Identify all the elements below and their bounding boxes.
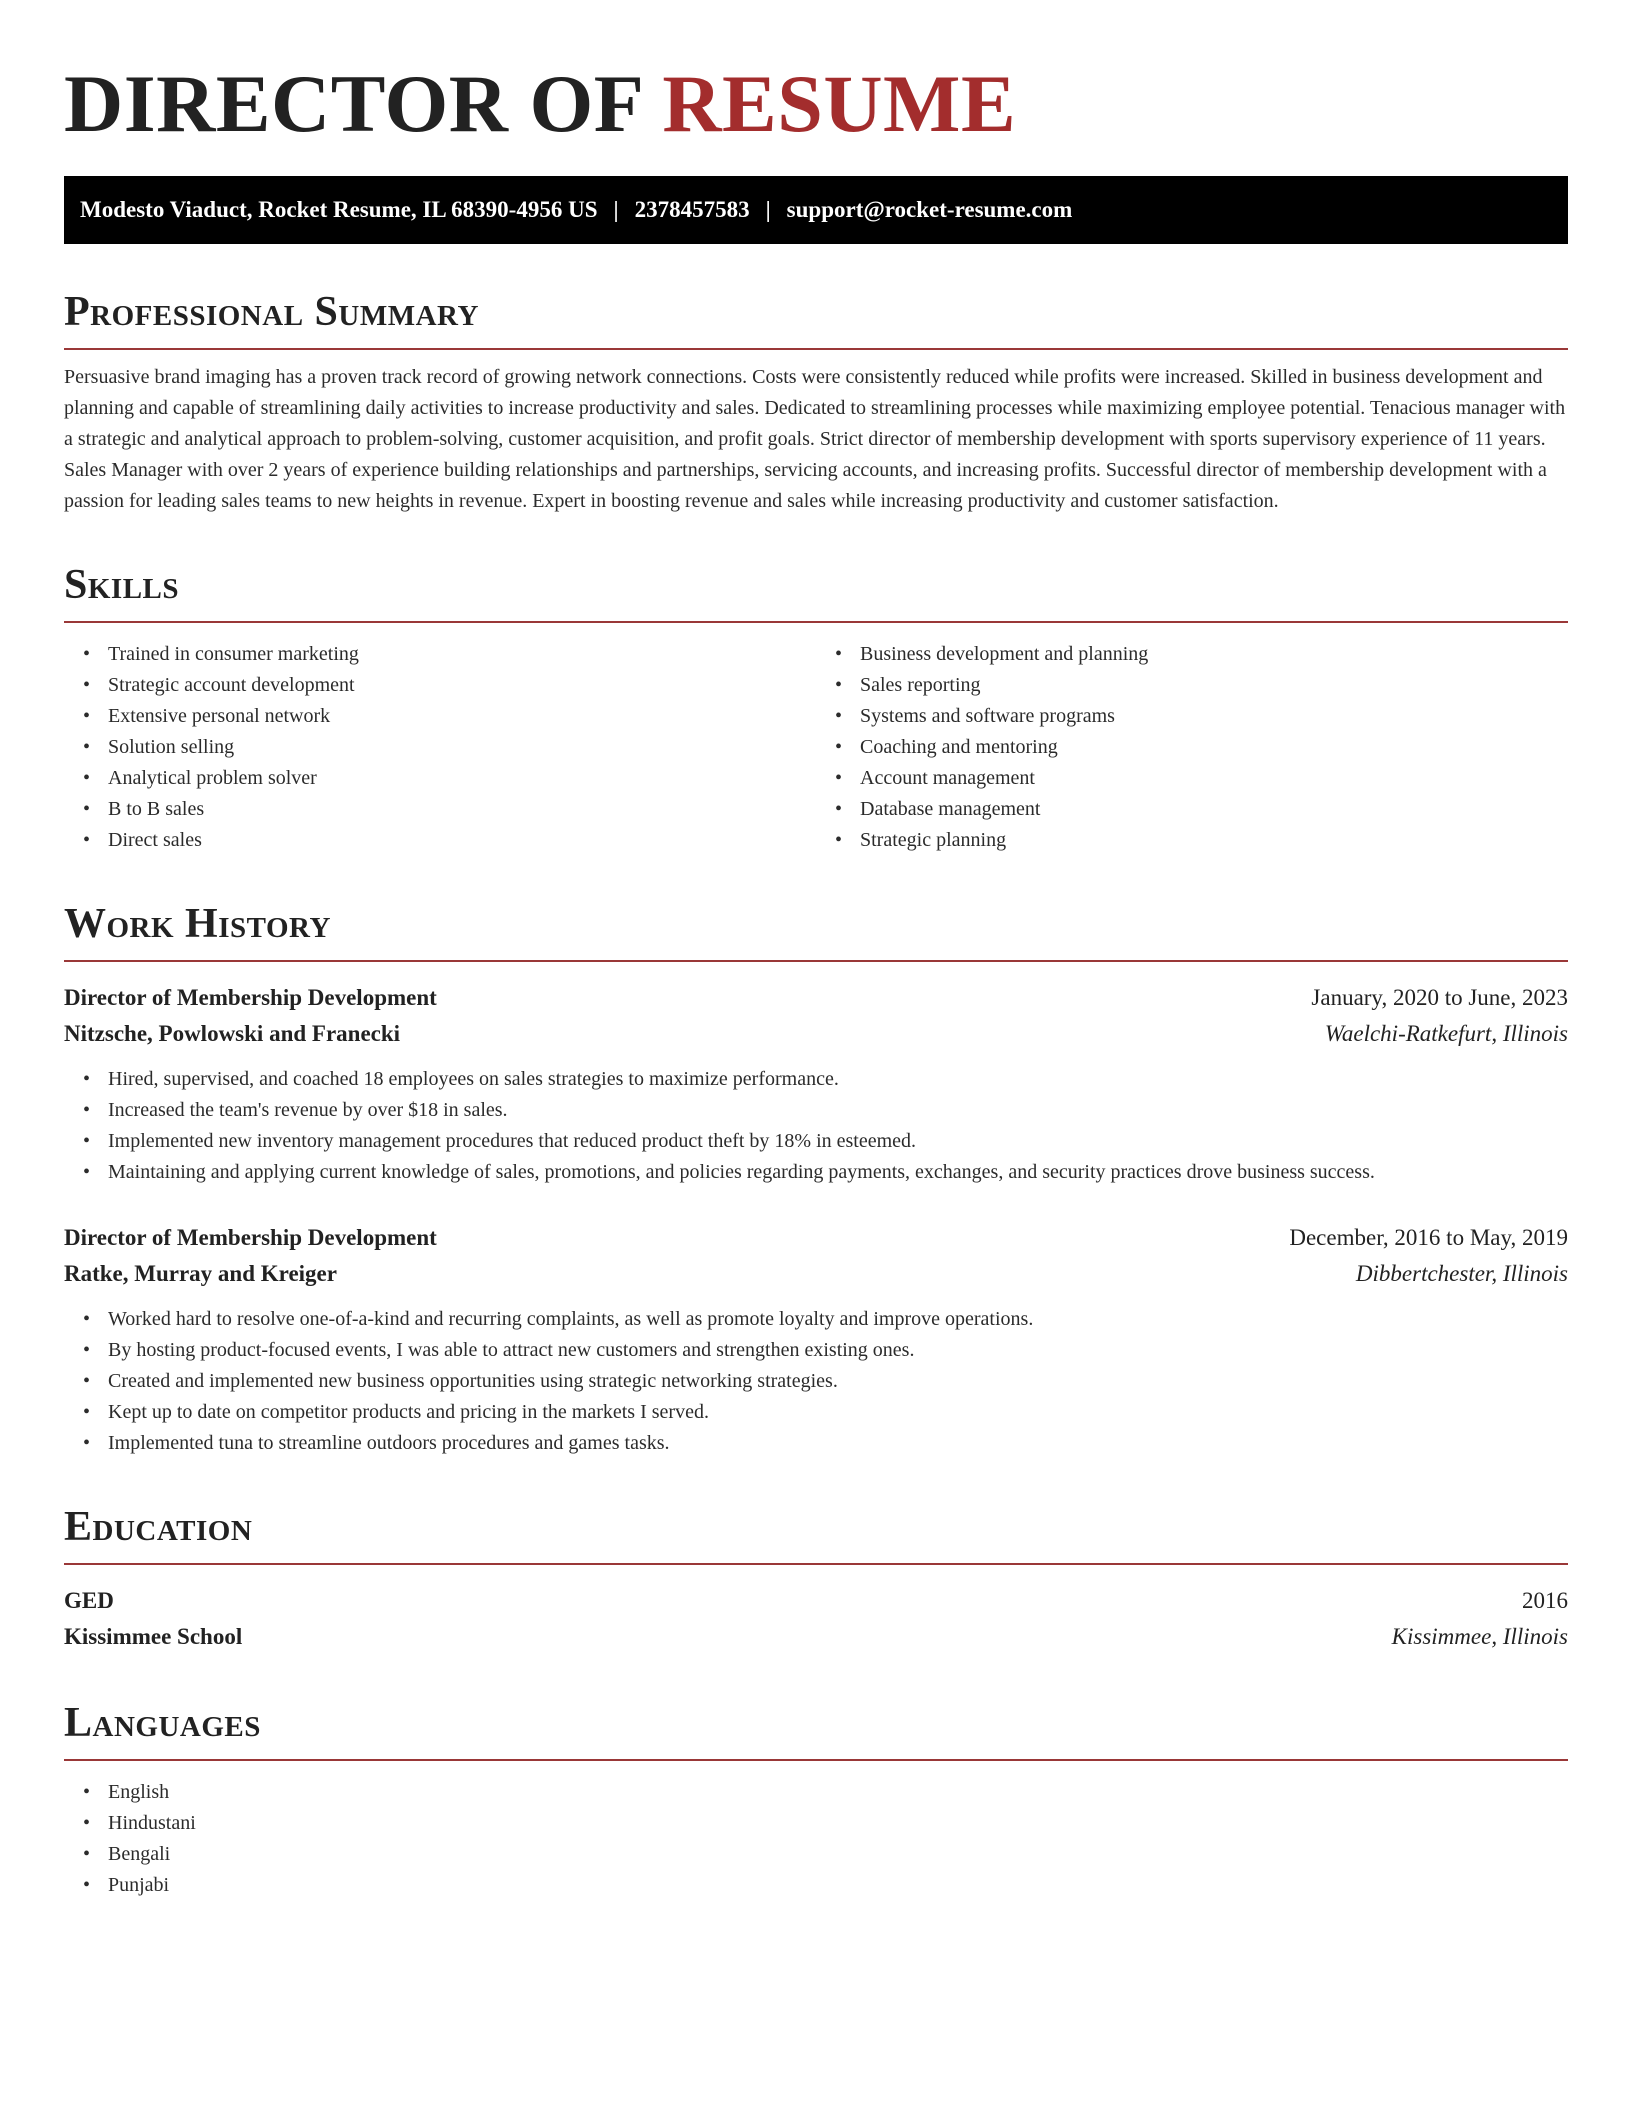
job-dates: January, 2020 to June, 2023 (1311, 985, 1568, 1010)
education-section (64, 1505, 1568, 1655)
job-dates: December, 2016 to May, 2019 (1289, 1225, 1568, 1250)
skill-item: • Trained in consumer marketing (108, 639, 816, 670)
education-header-row (64, 1583, 1568, 1619)
job-title: Director of Membership Development (64, 985, 437, 1010)
job-bullet: • Implemented new inventory management procedures that reduced product theft by 18% in esteemed. (108, 1126, 1568, 1157)
skills-columns (64, 639, 1568, 856)
job-location: Dibbertchester, Illinois (1355, 1261, 1568, 1286)
skill-item: • Account management (860, 763, 1568, 794)
skill-item: • Strategic account development (108, 670, 816, 701)
section-title-languages: Languages (64, 1700, 261, 1746)
education-location: Kissimmee, Illinois (1391, 1624, 1568, 1649)
job-bullets (64, 1304, 1568, 1459)
languages-list (64, 1777, 1568, 1901)
skills-column-left (64, 639, 816, 856)
job-bullet: • Worked hard to resolve one-of-a-kind and recurring complaints, as well as promote loyalty and improve operations. (108, 1304, 1568, 1335)
name-last: RESUME (662, 58, 1017, 149)
name-first: DIRECTOR OF (64, 58, 642, 149)
skills-list-left (64, 639, 816, 856)
section-title-work-history: Work History (64, 901, 331, 947)
education-year: 2016 (1522, 1588, 1568, 1613)
job-company-row (64, 1256, 1568, 1292)
job-bullet: • By hosting product-focused events, I was able to attract new customers and strengthen existing ones. (108, 1335, 1568, 1366)
contact-email[interactable]: support@rocket-resume.com (786, 197, 1073, 222)
job-bullet: • Maintaining and applying current knowledge of sales, promotions, and policies regarding payments, exchanges, and security practices drove business success. (108, 1157, 1568, 1188)
professional-summary-section (64, 290, 1568, 517)
skill-item: • Systems and software programs (860, 701, 1568, 732)
job-company: Ratke, Murray and Kreiger (64, 1261, 337, 1286)
job-title: Director of Membership Development (64, 1225, 437, 1250)
job-header-row (64, 1220, 1568, 1256)
job-bullet: • Increased the team's revenue by over $18 in sales. (108, 1095, 1568, 1126)
skill-item: • Business development and planning (860, 639, 1568, 670)
job-bullet: • Implemented tuna to streamline outdoors procedures and games tasks. (108, 1428, 1568, 1459)
skill-item: • Database management (860, 794, 1568, 825)
skill-item: • Coaching and mentoring (860, 732, 1568, 763)
job-entry (64, 1220, 1568, 1459)
summary-text: Persuasive brand imaging has a proven track record of growing network connections. Costs were consistently reduced while profits were increased. Skilled in business development and planning and capable of streamlining daily activities to increase productivity and sales. Dedicated to streamlining processes while maximizing employee potential. Tenacious manager with a strategic and analytical approach to problem-solving, customer acquisition, and profit goals. Strict director of membership development with sports supervisory experience of 11 years. Sales Manager with over 2 years of experience building relationships and partnerships, servicing accounts, and increasing profits. Successful director of membership development with a passion for leading sales teams to new heights in revenue. Expert in boosting revenue and sales while increasing productivity and customer satisfaction. (64, 366, 1566, 512)
job-entry (64, 980, 1568, 1188)
section-title-summary: Professional Summary (64, 289, 479, 335)
resume-name-heading (64, 56, 1568, 152)
section-divider (64, 960, 1568, 962)
language-item: • Punjabi (108, 1870, 1568, 1901)
language-item: • English (108, 1777, 1568, 1808)
job-company: Nitzsche, Powlowski and Franecki (64, 1021, 401, 1046)
languages-section (64, 1701, 1568, 1901)
skills-section (64, 563, 1568, 856)
section-divider (64, 348, 1568, 350)
contact-phone[interactable]: 2378457583 (634, 197, 750, 222)
job-bullet: • Hired, supervised, and coached 18 employees on sales strategies to maximize performance. (108, 1064, 1568, 1095)
skill-item: • Sales reporting (860, 670, 1568, 701)
language-item: • Hindustani (108, 1808, 1568, 1839)
skill-item: • Analytical problem solver (108, 763, 816, 794)
education-degree: GED (64, 1588, 114, 1613)
contact-separator: | (765, 197, 771, 222)
language-item: • Bengali (108, 1839, 1568, 1870)
job-header-row (64, 980, 1568, 1016)
section-divider (64, 1759, 1568, 1761)
job-bullet: • Created and implemented new business opportunities using strategic networking strategies. (108, 1366, 1568, 1397)
skill-item: • Direct sales (108, 825, 816, 856)
section-title-skills: Skills (64, 562, 180, 608)
skill-item: • Solution selling (108, 732, 816, 763)
contact-bar (64, 176, 1568, 244)
section-divider (64, 621, 1568, 623)
education-school: Kissimmee School (64, 1624, 243, 1649)
contact-address: Modesto Viaduct, Rocket Resume, IL 68390-4956 US (80, 197, 598, 222)
contact-separator: | (613, 197, 619, 222)
section-title-education: Education (64, 1504, 253, 1550)
job-bullet: • Kept up to date on competitor products and pricing in the markets I served. (108, 1397, 1568, 1428)
skills-column-right (816, 639, 1568, 856)
job-location: Waelchi-Ratkefurt, Illinois (1324, 1021, 1568, 1046)
skill-item: • Strategic planning (860, 825, 1568, 856)
job-company-row (64, 1016, 1568, 1052)
skill-item: • Extensive personal network (108, 701, 816, 732)
section-divider (64, 1563, 1568, 1565)
education-school-row (64, 1619, 1568, 1655)
work-history-section (64, 902, 1568, 1459)
education-entry (64, 1583, 1568, 1655)
skills-list-right (816, 639, 1568, 856)
job-bullets (64, 1064, 1568, 1188)
skill-item: • B to B sales (108, 794, 816, 825)
